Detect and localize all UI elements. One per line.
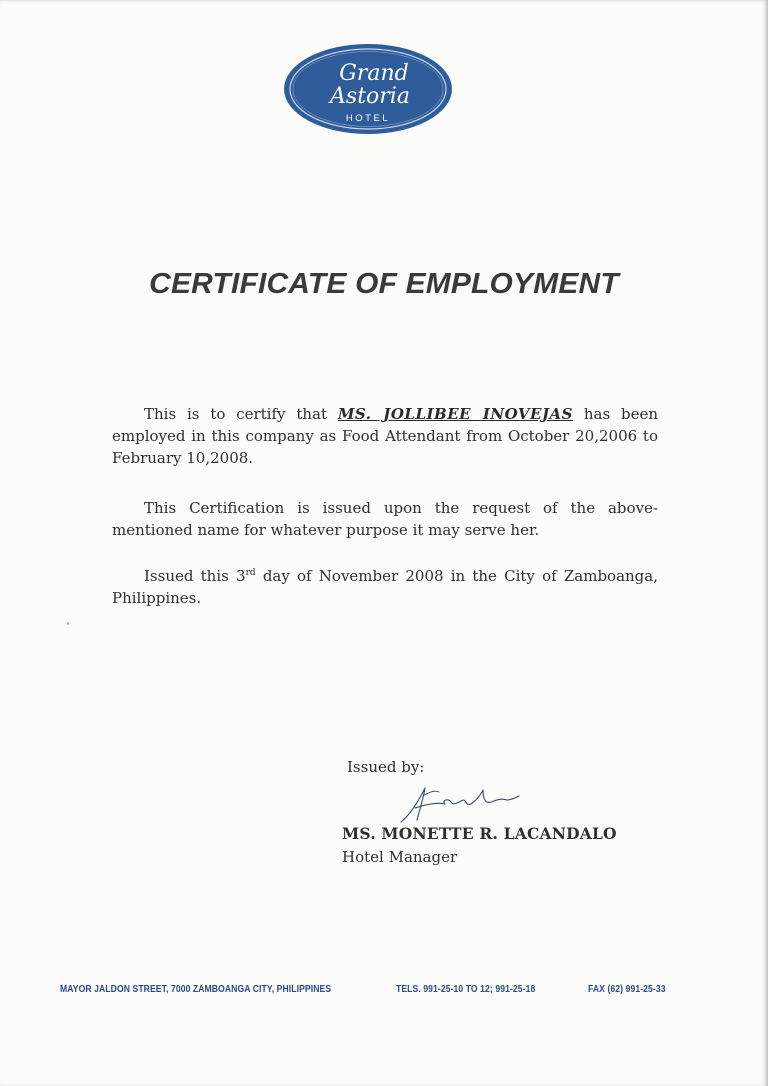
issued-date-intro: Issued this 3 (144, 567, 246, 585)
footer-address: MAYOR JALDON STREET, 7000 ZAMBOANGA CITY, PHILIPPINES (60, 983, 332, 995)
purpose-text: This Certification is issued upon the request of the above-mentioned name for whatever purpose it may serve her. (112, 499, 658, 539)
employee-name: MS. JOLLIBEE INOVEJAS (337, 405, 574, 423)
issued-by-label: Issued by: (347, 758, 425, 776)
certify-details: has been employed in this company as Food Attendant from October 20,2006 to February 10,2008. (112, 405, 658, 467)
certify-intro: This is to certify that (144, 405, 338, 423)
document-title: CERTIFICATE OF EMPLOYMENT (149, 268, 619, 300)
ordinal-suffix: rd (245, 568, 256, 578)
scan-edge-right (764, 0, 768, 1086)
paragraph-purpose (112, 497, 658, 541)
signatory-name: MS. MONETTE R. LACANDALO (342, 824, 617, 843)
signature-image (393, 778, 523, 826)
logo-line3: HOTEL (345, 113, 391, 124)
issued-date-rest: day of November 2008 in the City of Zamboanga, Philippines. (112, 567, 658, 607)
signatory-position: Hotel Manager (342, 848, 458, 866)
paragraph-certify (112, 403, 658, 469)
footer-telephone: TELS. 991-25-10 TO 12; 991-25-18 (396, 983, 536, 995)
logo-line1: Grand (339, 61, 409, 86)
footer-fax: FAX (62) 991-25-33 (588, 983, 666, 995)
scan-speck (67, 622, 69, 625)
paragraph-issued (112, 565, 658, 609)
logo-line2: Astoria (330, 84, 410, 109)
hotel-logo (282, 42, 454, 136)
scan-edge-top (0, 0, 768, 2)
